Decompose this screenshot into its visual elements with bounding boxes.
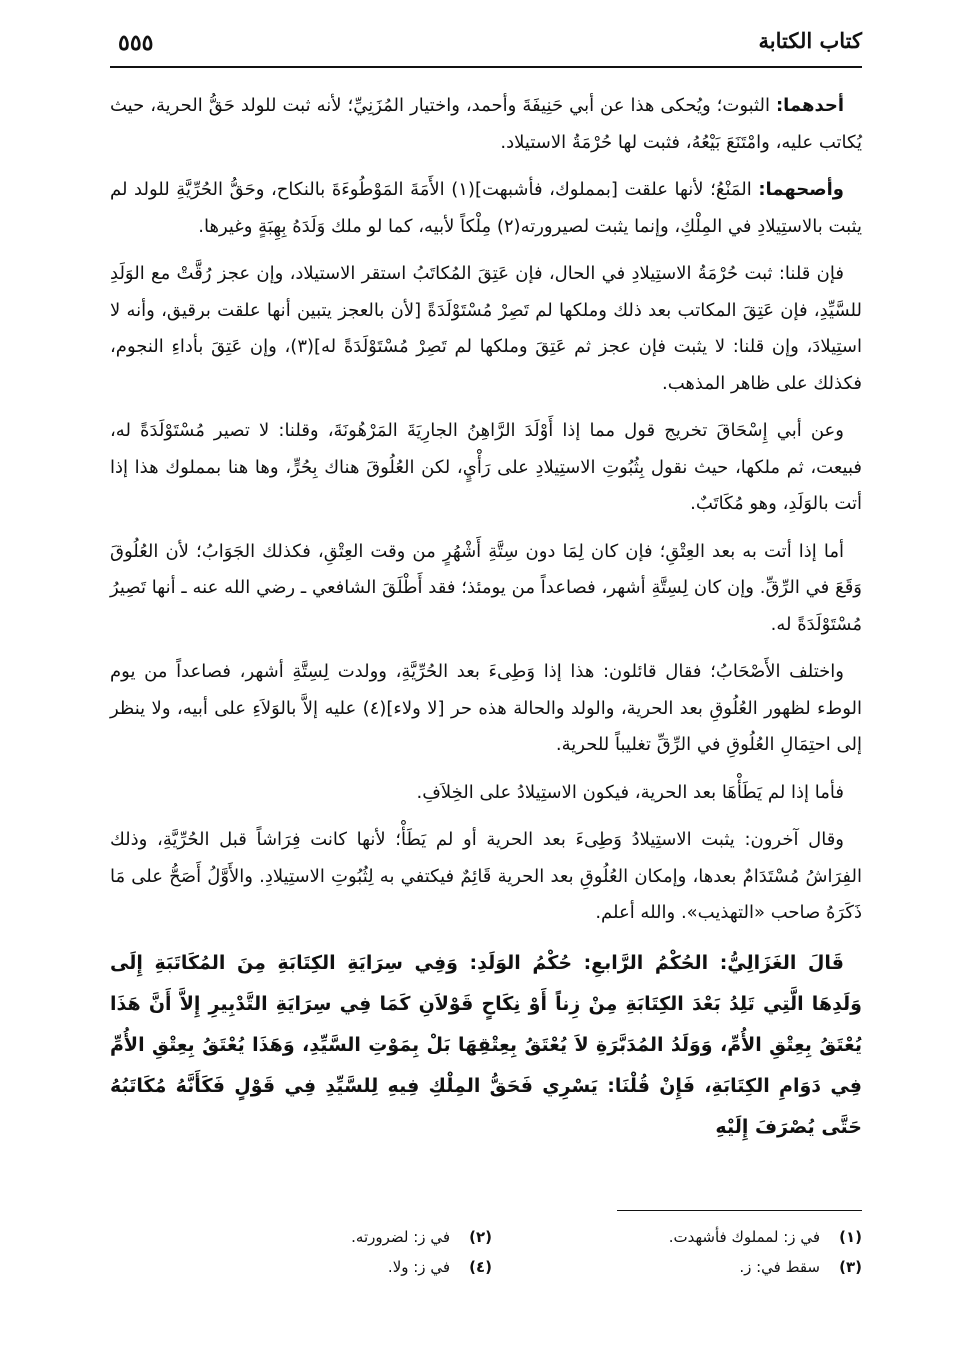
footnote-number: (١): [839, 1228, 862, 1246]
paragraph-text: المَنْعُ؛ لأنها علقت [بمملوك، فأشبهت](١) الأَمَةَ المَوْطُوءَةَ بالنكاح، وحَقُّ الحُرِّيَّةِ للولد لم يثبت بالاستِيلادِ في المِلْكِ، وإنما يثبت لصيرورته(٢) مِلْكاً لأبيه، كما لو ملك وَلَدَهُ بِهِبَةٍ وغيرها.: [110, 179, 862, 237]
paragraph-text: فإن قلنا: ثبت حُرْمَةُ الاستِيلادِ في الحال، فإن عَتِقَ المُكاتَبُ استقر الاستيلاد، وإن عجز رُقَّتْ مع الوَلَدِ للسَّيِّدِ، فإن عَتِقَ المكاتب بعد ذلك وملكها لم تَصِرْ مُسْتَوْلَدَةً [لأن بالعجز يتبين أنها علقت برقيق، وأنه لا استِيلادَ، وإن قلنا: لا يثبت فإن عجز ثم عَتِقَ وملكها لم تَصِرْ مُسْتَوْلَدَةً له](٣)، وإن عَتِقَ بأداءِ النجوم، فكذلك على ظاهر المذهب.: [110, 263, 863, 394]
footnote-number: (٤): [469, 1258, 492, 1276]
book-page: [110, 22, 862, 1342]
paragraph: [110, 256, 862, 402]
page-number: ٥٥٥: [118, 30, 154, 56]
paragraph-text: وقال آخرون: يثبت الاستِيلادُ وَطِىءَ بعد الحرية أو لم يَطَأْ؛ لأنها كانت فِرَاشاً قبل الحُرِّيَّةِ، وذلك الفِرَاشُ مُسْتَدَامٌ بعدها، وإمكان العُلُوقِ بعد الحرية قَائِمٌ فيكتفي به لِثُبُوتِ الاستِيلادِ. والأَوَّلُ أَصَحُّ على مَا ذَكَرَهُ صاحب «التهذيب». والله أعلم.: [110, 829, 862, 923]
running-title: كتاب الكتابة: [758, 28, 862, 53]
footnote-rule: [617, 1210, 862, 1211]
footnote-text: سقط في: ز.: [739, 1258, 820, 1276]
paragraph-text: الثبوت؛ ويُحكى هذا عن أبي حَنِيفَةَ وأحمد، واختيار المُزَنِيِّ؛ لأنه ثبت للولد حَقُّ الحرية، حيث يُكاتب عليه، وامْتَنَعَ بَيْعُهُ، فثبت لها حُرْمَةُ الاستيلاد.: [110, 95, 862, 153]
page-header: [110, 22, 862, 62]
footnote: [522, 1222, 862, 1252]
footnote-text: في ز: لمملوك فأشهدت.: [668, 1228, 820, 1246]
paragraph-text: واختلف الأَصْحَابُ؛ فقال قائلون: هذا إذا وَطِىءَ بعد الحُرِّيَّةِ، وولدت لِسِتَّةِ أشهر، فصاعداً من يوم الوطء لظهور العُلُوقِ بعد الحرية، والولد والحالة هذه حر [لا ولاء](٤) عليه إلاَّ بالوَلاَءِ على أبيه، ولا ينظر إلى احتِمَالِ العُلُوقِ في الرِّقِّ تغليباً للحرية.: [110, 661, 862, 755]
paragraph: [110, 413, 862, 523]
paragraph: [110, 534, 862, 644]
paragraph-lead: أحدهما:: [775, 95, 844, 116]
main-text: [110, 88, 862, 1159]
footnote: [152, 1222, 492, 1252]
paragraph-text: أما إذا أتت به بعد العِتْقِ؛ فإن كان لِمَا دون سِتَّةِ أَشْهُرٍ من وقت العِتْقِ، فكذلك الجَوَابُ؛ لأن العُلُوقَ وَقَعَ في الرِّقِّ. وإن كان لِسِتَّةِ أشهر، فصاعداً من يومئذ؛ فقد أَطْلَقَ الشافعي ـ رضي الله عنه ـ أنها تَصِيرُ مُسْتَوْلَدَةً له.: [110, 540, 862, 635]
header-rule: [110, 66, 862, 68]
footnote-number: (٢): [469, 1228, 492, 1246]
paragraph: [110, 822, 862, 932]
footnote: [522, 1252, 862, 1282]
paragraph: [110, 775, 862, 812]
paragraph-lead: وأصحهما:: [758, 179, 844, 200]
footnote-text: في ز: لضرورته.: [351, 1228, 450, 1246]
paragraph: [110, 654, 862, 764]
paragraph-text: فأما إذا لم يَطَأْهَا بعد الحرية، فيكون الاستِيلادُ على الخِلاَفِ.: [416, 781, 844, 803]
matn-paragraph: [110, 943, 862, 1148]
paragraph-text: وعن أبي إِسْحَاقَ تخريج قول مما إذا أَوْلَدَ الرَّاهِنُ الجارِيَةَ المَرْهُونَةَ، وقلنا: لا تصير مُسْتَوْلَدَةً له، فبيعت، ثم ملكها، حيث نقول بِثُبُوتِ الاستِيلادِ على رَأْيٍ، لكن العُلُوقَ هناك بِحُرٍّ، وها هنا بمملوك هذا إذا أتت بالوَلَدِ، وهو مُكَاتَبٌ.: [110, 420, 862, 514]
paragraph: [110, 172, 862, 245]
footnote-text: في ز: ولا.: [387, 1258, 450, 1276]
footnote: [152, 1252, 492, 1282]
paragraph: [110, 88, 862, 161]
footnote-number: (٣): [839, 1258, 862, 1276]
paragraph-text: قَالَ الغَزَالِيُّ: الحُكْمُ الرَّابعِ: حُكْمُ الوَلَدِ: وَفِي سِرَايَةِ الكِتَابَةِ مِنَ المُكَاتَبَةِ إِلَى وَلَدِهَا الَّتِي تَلِدُ بَعْدَ الكِتَابَةِ مِنْ زِناً أَوْ نِكَاحٍ قَوْلاَنِ كَمَا فِي سِرَايَةِ التَّدْبِيرِ إِلاَّ أَنَّ هَذَا يُعْتَقُ بِعِتْقِ الأُمِّ، وَوَلَدُ المُدَبَّرَةِ لاَ يُعْتَقُ بِعِتْقِهَا بَلْ بِمَوْتِ السَّيِّدِ، وَهَذَا يُعْتَقُ بِعِتْقِ الأُمِّ فِي دَوَامِ الكِتَابَةِ، فَإِنْ قُلْنَا: يَسْرِي فَحَقُّ المِلْكِ فِيهِ لِلسَّيِّدِ فِي قَوْلٍ فَكَأَنَّهُ مُكَاتَبُهُ حَتَّى يُصْرَفَ إِلَيْهِ: [110, 951, 862, 1138]
